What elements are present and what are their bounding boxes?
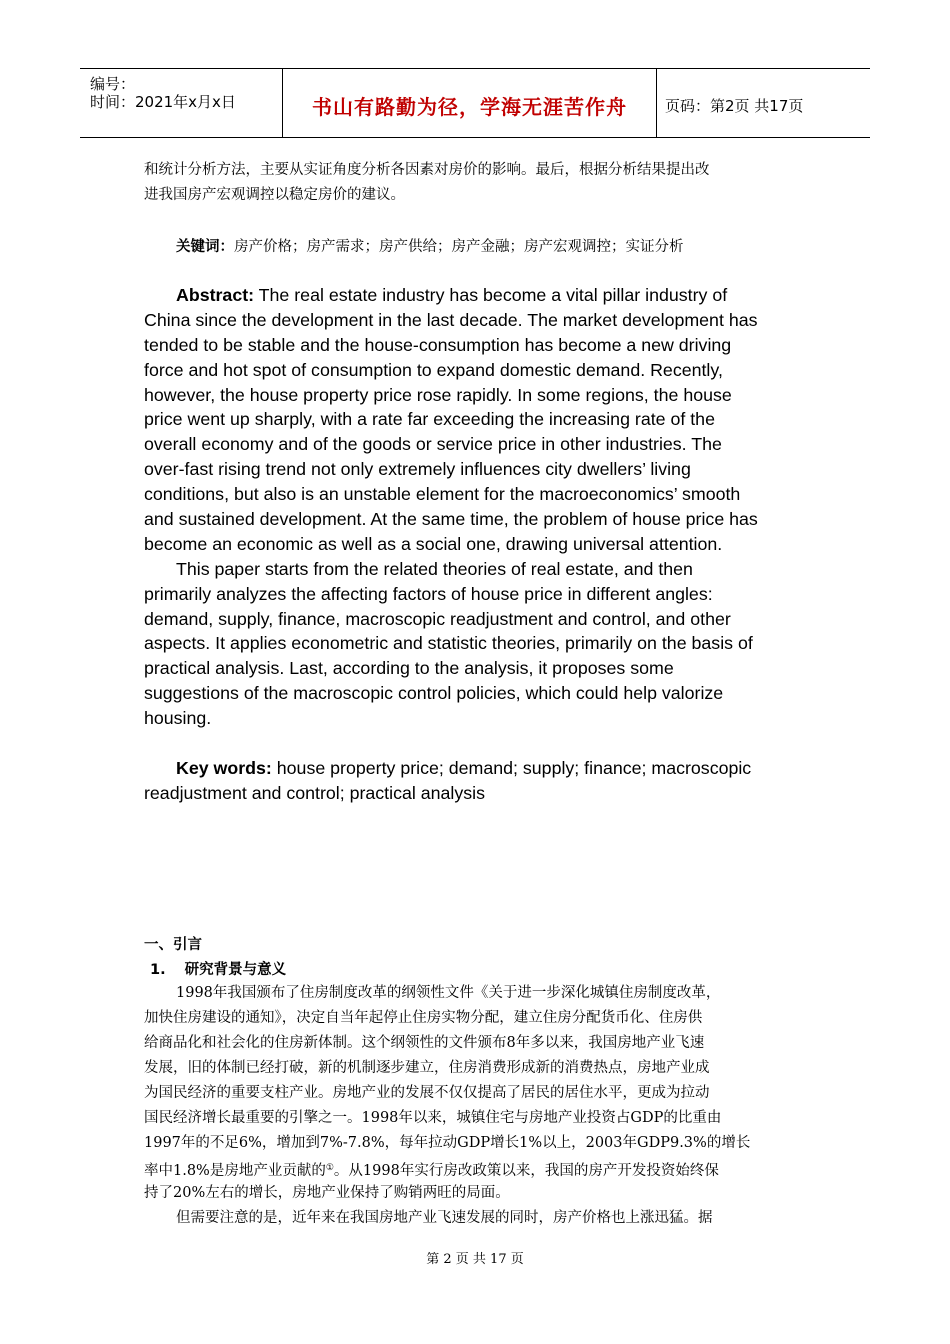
subsection-heading	[150, 958, 286, 979]
body-line: 加快住房建设的通知》，决定自当年起停止住房实物分配，建立住房分配货币化、住房供	[144, 1010, 703, 1026]
cn-abstract-line: 和统计分析方法，主要从实证角度分析各因素对房价的影响。最后，根据分析结果提出改	[144, 162, 710, 178]
keywords-line: Key words: house property price; demand; supply; finance; macroscopic	[176, 758, 752, 778]
header-page-cell	[657, 69, 870, 137]
abstract-label: Abstract:	[176, 285, 255, 305]
abstract-line: price went up sharply, with a rate far exceeding the increasing rate of the	[144, 409, 715, 430]
page-footer: 第 2 页 共 17 页	[426, 1252, 524, 1267]
abstract-line: housing.	[144, 708, 212, 729]
body-line: 为国民经济的重要支柱产业。房地产业的发展不仅仅提高了居民的居住水平，更成为拉动	[144, 1085, 710, 1101]
abstract-line: conditions, but also is an unstable element for the macroeconomics’ smooth	[144, 484, 741, 505]
cn-keywords	[144, 235, 841, 260]
body-line: 给商品化和社会化的住房新体制。这个纲领性的文件颁布8年多以来，我国房地产业飞速	[144, 1035, 705, 1051]
cn-keywords-text: 房产价格；房产需求；房产供给；房产金融；房产宏观调控；实证分析	[234, 239, 684, 255]
body-line: 国民经济增长最重要的引擎之一。1998年以来，城镇住宅与房地产业投资占GDP的比重由	[144, 1110, 722, 1126]
abstract-line: demand, supply, finance, macroscopic readjustment and control, and other	[144, 608, 731, 629]
body-line: 1997年的不足6%，增加到7%-7.8%，每年拉动GDP增长1%以上，2003年GDP9.3%的增长	[144, 1135, 751, 1151]
section-heading: 一、引言	[144, 937, 202, 953]
subsection-number: 1.	[150, 962, 166, 978]
abstract-line: overall economy and of the goods or service price in other industries. The	[144, 434, 722, 455]
cn-keywords-label: 关键词：	[176, 239, 234, 255]
body-line: 持了20%左右的增长，房地产业保持了购销两旺的局面。	[144, 1185, 510, 1201]
english-keywords	[144, 756, 809, 806]
abstract-line: over-fast rising trend not only extremely influences city dwellers’ living	[144, 459, 691, 480]
abstract-line: Abstract: The real estate industry has become a vital pillar industry of	[176, 285, 728, 305]
cn-abstract-tail	[144, 158, 809, 208]
body-line: 1998年我国颁布了住房制度改革的纲领性文件《关于进一步深化城镇住房制度改革，	[176, 985, 721, 1001]
body-line: 发展，旧的体制已经打破，新的机制逐步建立，住房消费形成新的消费热点，房地产业成	[144, 1060, 710, 1076]
abstract-line: China since the development in the last decade. The market development has	[144, 309, 758, 330]
abstract-line: become an economic as well as a social one, drawing universal attention.	[144, 533, 723, 554]
serial-label: 编号：	[90, 75, 136, 93]
abstract-line: suggestions of the macroscopic control policies, which could help valorize	[144, 683, 724, 704]
abstract-line: and sustained development. At the same time, the problem of house price has	[144, 509, 758, 530]
footnote-marker[interactable]: ①	[325, 1163, 334, 1173]
abstract-line: however, the house property price rose rapidly. In some regions, the house	[144, 384, 732, 405]
page-number-label: 页码：第2页 共17页	[665, 97, 804, 115]
body-line: 率中1.8%是房地产业贡献的①。从1998年实行房改政策以来，我国的房产开发投资始终保	[144, 1163, 719, 1179]
section-body	[144, 981, 809, 1231]
abstract-line: primarily analyzes the affecting factors of house price in different angles:	[144, 583, 713, 604]
english-abstract	[144, 283, 809, 731]
time-label: 时间：2021年x月x日	[90, 93, 236, 111]
header-meta-cell	[80, 69, 283, 137]
motto: 书山有路勤为径，学海无涯苦作舟	[312, 95, 627, 119]
abstract-line: This paper starts from the related theories of real estate, and then	[176, 558, 693, 579]
keywords-line: readjustment and control; practical analysis	[144, 782, 485, 803]
abstract-line: force and hot spot of consumption to expand domestic demand. Recently,	[144, 359, 723, 380]
abstract-line: aspects. It applies econometric and statistic theories, primarily on the basis of	[144, 633, 753, 654]
subsection-title: 研究背景与意义	[184, 962, 287, 978]
body-line: 但需要注意的是，近年来在我国房地产业飞速发展的同时，房产价格也上涨迅猛。据	[176, 1210, 713, 1226]
page-header	[80, 68, 870, 138]
keywords-label: Key words:	[176, 758, 272, 778]
cn-abstract-line: 进我国房产宏观调控以稳定房价的建议。	[144, 187, 405, 203]
abstract-line: practical analysis. Last, according to the analysis, it proposes some	[144, 658, 674, 679]
header-motto-cell	[283, 69, 657, 137]
abstract-line: tended to be stable and the house-consumption has become a new driving	[144, 334, 732, 355]
